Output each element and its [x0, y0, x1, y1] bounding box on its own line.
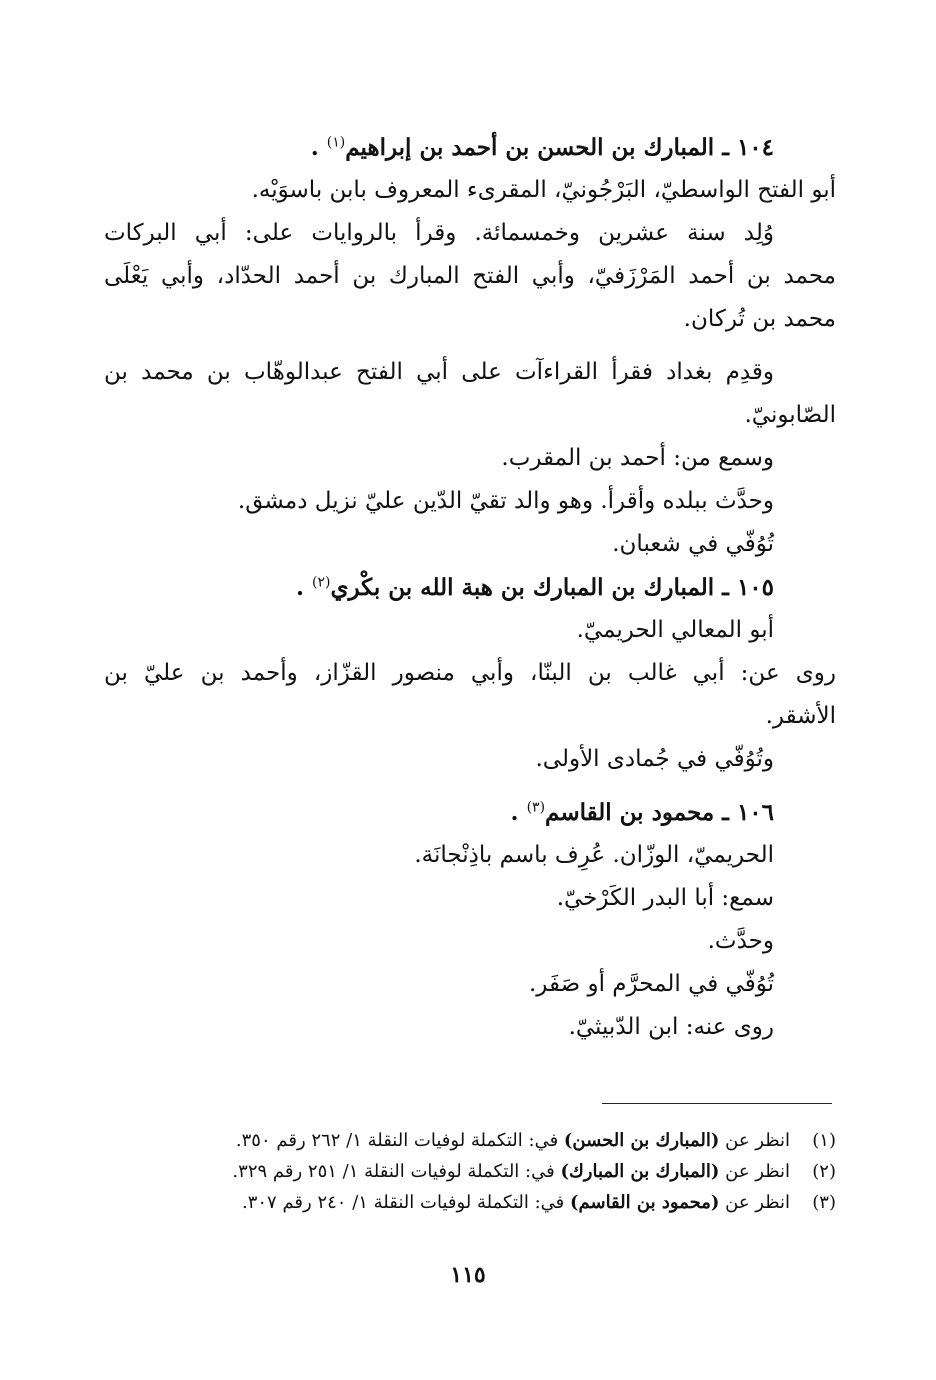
footnote-separator: [602, 1103, 832, 1104]
entry-line: أبو الفتح الواسطيّ، البَرْجُونيّ، المقرىء المعروف بابن باسوَيْه.: [251, 177, 836, 203]
entry-heading: [104, 126, 836, 169]
entry-line: تُوُفّي في المحرَّم أو صَفَر.: [529, 971, 774, 997]
entry-line: الأشقر.: [765, 703, 836, 729]
entry-line: تُوُفّي في شعبان.: [612, 531, 774, 557]
footnote-source: في: التكملة لوفيات النقلة ١/ ٢٤٠ رقم ٣٠٧.: [241, 1192, 565, 1213]
entry-line: الحريميّ، الوزّان. عُرِف باسم باذِنْجانَة.: [414, 842, 774, 868]
footnote-reference[interactable]: (١): [326, 134, 346, 151]
entry-line: أبو المعالي الحريميّ.: [576, 617, 774, 643]
entry-line: محمد بن أحمد المَرْزَفيّ، وأبي الفتح المبارك بن أحمد الحدّاد، وأبي يَعْلَى: [104, 263, 836, 289]
main-text: [104, 126, 836, 1049]
entry-heading-text: ١٠٤ ـ المبارك بن الحسن بن أحمد بن إبراهيم: [345, 134, 774, 161]
entry-line: وقدِم بغداد فقرأ القراءآت على أبي الفتح عبدالوهّاب بن محمد بن: [104, 359, 774, 385]
entry-heading-text: ١٠٥ ـ المبارك بن المبارك بن هبة الله بن بكْري: [330, 574, 774, 601]
entry-heading: [104, 566, 836, 609]
footnote-2: [104, 1156, 836, 1187]
entry-line: روى عن: أبي غالب بن البنّا، وأبي منصور القزّاز، وأحمد بن عليّ بن: [104, 660, 836, 686]
footnote-1: [104, 1125, 836, 1156]
footnote-pre: انظر عن: [725, 1130, 790, 1151]
footnote-number: (١): [812, 1130, 836, 1151]
heading-period: .: [295, 574, 304, 601]
entry-line: وُلِد سنة عشرين وخمسمائة. وقرأ بالروايات على: أبي البركات: [104, 220, 774, 246]
footnotes: [104, 1125, 836, 1218]
entry-line: محمد بن تُركان.: [683, 306, 836, 332]
entry-line: سمع: أبا البدر الكَرْخيّ.: [556, 885, 774, 911]
footnote-subject: (المبارك بن المبارك): [560, 1161, 720, 1182]
entry-line: الصّابونيّ.: [744, 402, 836, 428]
footnote-source: في: التكملة لوفيات النقلة ١/ ٢٦٢ رقم ٣٥٠.: [235, 1130, 559, 1151]
footnote-subject: (محمود بن القاسم): [569, 1192, 720, 1213]
entry-line: وتُوُفّي في جُمادى الأولى.: [535, 746, 774, 772]
entry-heading-text: ١٠٦ ـ محمود بن القاسم: [545, 799, 774, 826]
footnote-subject: (المبارك بن الحسن): [563, 1130, 720, 1151]
biography-entry-104: [104, 126, 836, 566]
footnote-pre: انظر عن: [725, 1161, 790, 1182]
entry-line: وحدَّث.: [707, 928, 774, 954]
footnote-pre: انظر عن: [725, 1192, 790, 1213]
biography-entry-106: [104, 791, 836, 1049]
footnote-number: (٣): [812, 1192, 836, 1213]
footnote-3: [104, 1187, 836, 1218]
entry-line: روى عنه: ابن الدّبيثيّ.: [568, 1014, 774, 1040]
entry-line: وسمع من: أحمد بن المقرب.: [501, 445, 774, 471]
footnote-reference[interactable]: (٢): [311, 574, 331, 591]
heading-period: .: [310, 134, 319, 161]
footnote-source: في: التكملة لوفيات النقلة ١/ ٢٥١ رقم ٣٢٩.: [232, 1161, 555, 1182]
page-number: ١١٥: [450, 1262, 486, 1288]
footnote-number: (٢): [812, 1161, 836, 1182]
entry-line: وحدَّث ببلده وأقرأ. وهو والد تقيّ الدّين عليّ نزيل دمشق.: [237, 488, 774, 514]
biography-entry-105: [104, 566, 836, 781]
entry-heading: [104, 791, 836, 834]
footnote-reference[interactable]: (٣): [526, 799, 546, 816]
heading-period: .: [510, 799, 519, 826]
